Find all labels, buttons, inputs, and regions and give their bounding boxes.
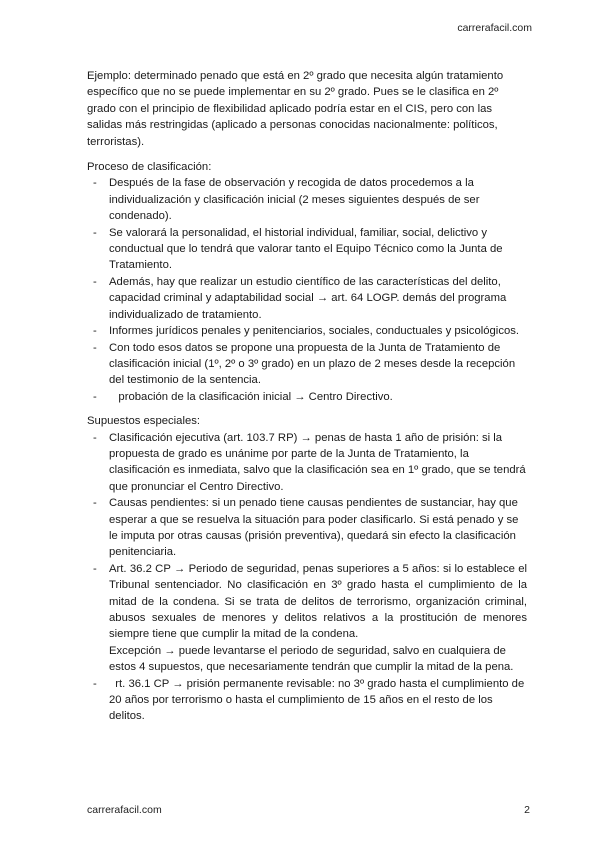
list-item: - Causas pendientes: si un penado tiene causas pendientes de sustanciar, hay que esperar a que se resuelva la situación para poder clasificarlo. Si está penado y se le imputa por otras causas (prisión preventiva), quedará sin efecto la clasificación penitenciaria.: [93, 497, 519, 559]
proceso-list: [87, 175, 527, 405]
document-body: [87, 68, 527, 733]
list-item: - Informes jurídicos penales y penitenciarios, sociales, conductuales y psicológicos.: [93, 325, 520, 338]
list-item: - Clasificación ejecutiva (art. 103.7 RP) → penas de hasta 1 año de prisión: si la propuesta de grado es unánime por parte de la Junta de Tratamiento, la clasificación es inmediata, salvo que la clasificación sea en 1º grado, que se tendrá que pronunciar el Centro Directivo.: [93, 431, 526, 493]
footer-site-name: carrerafacil.com: [87, 804, 162, 816]
supuestos-list: [87, 430, 527, 725]
proceso-heading: Proceso de clasificación:: [87, 161, 212, 174]
list-item: - Art. 36.2 CP → Periodo de seguridad, penas superiores a 5 años: si lo establece el Tribunal sentenciador. No clasificación en 3º grado hasta el cumplimiento de la mitad de la condena. Si se trata de delitos de terrorismo, organización criminal, abusos sexuales de menores y delitos relativos a la prostitución de menores siempre tiene que cumplir la mitad de la condena. Excepción → puede levantarse el periodo de seguridad, salvo en cualquiera de estos 4 supuestos, que necesariamente tendrán que cumplir la mitad de la pena.: [87, 561, 527, 676]
page-number: 2: [524, 804, 530, 816]
excepcion-note: Excepción → puede levantarse el periodo de seguridad, salvo en cualquiera de estos 4 supuestos, que necesariamente tendrán que cumplir la mitad de la pena.: [109, 644, 514, 674]
list-item: - Después de la fase de observación y recogida de datos procedemos a la individualización y clasificación inicial (2 meses siguientes después de ser condenado).: [93, 177, 480, 223]
list-item: - Con todo esos datos se propone una propuesta de la Junta de Tratamiento de clasificación inicial (1º, 2º o 3º grado) en un plazo de 2 meses desde la recepción del testimonio de la sentencia.: [93, 341, 516, 387]
list-item: - rt. 36.1 CP → prisión permanente revisable: no 3º grado hasta el cumplimiento de 20 años por terrorismo o hasta el cumplimiento de 15 años en el resto de los delitos.: [93, 677, 528, 723]
supuestos-heading: Supuestos especiales:: [87, 415, 201, 428]
header-site-name: carrerafacil.com: [457, 22, 532, 34]
list-item: - Además, hay que realizar un estudio científico de las características del delito, capacidad criminal y adaptabilidad social → art. 64 LOGP. demás del programa individualizado de tratamiento.: [93, 275, 507, 321]
intro-paragraph: Ejemplo: determinado penado que está en 2º grado que necesita algún tratamiento específico que no se puede implementar en su 2º grado. Pues se le clasifica en 2º grado con el principio de flexibilidad aplicado podría estar en el CIS, pero con las salidas más restringidas (aplicado a personas conocidas nacionalmente: políticos, terroristas).: [87, 70, 504, 148]
list-item: - probación de la clasificación inicial → Centro Directivo.: [93, 390, 393, 403]
list-item: - Se valorará la personalidad, el historial individual, familiar, social, delictivo y conductual que lo tendrá que valorar tanto el Equipo Técnico como la Junta de Tratamiento.: [93, 226, 503, 272]
